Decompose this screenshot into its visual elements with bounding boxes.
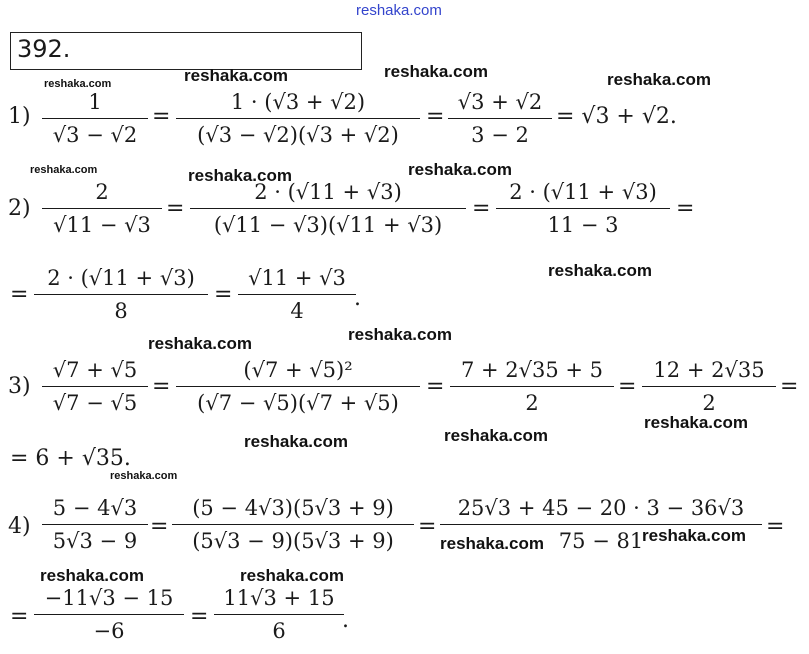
fraction-bar <box>34 294 208 295</box>
problem-number: 392. <box>17 35 71 63</box>
denominator: 2 <box>525 391 539 416</box>
p2-fraction-4 <box>34 264 208 325</box>
watermark: reshaka.com <box>384 62 488 81</box>
fraction-bar <box>176 118 420 119</box>
watermark: reshaka.com <box>440 534 544 553</box>
fraction-bar <box>238 294 356 295</box>
equals-sign: = <box>152 104 171 129</box>
equals-sign: = <box>676 196 695 221</box>
equals-sign: = <box>780 374 799 399</box>
denominator: 2 <box>702 391 716 416</box>
watermark: reshaka.com <box>40 566 144 585</box>
watermark: reshaka.com <box>408 160 512 179</box>
problem-number-box <box>10 32 362 70</box>
p3-fraction-2 <box>176 356 420 417</box>
denominator: 75 − 81 <box>558 529 644 554</box>
equals-sign: = <box>166 196 185 221</box>
fraction-bar <box>214 614 344 615</box>
watermark: reshaka.com <box>348 325 452 344</box>
p2-fraction-3 <box>496 178 670 239</box>
p3-fraction-3 <box>450 356 614 417</box>
fraction-bar <box>172 524 414 525</box>
numerator: 12 + 2√35 <box>653 358 765 382</box>
period: . <box>342 608 349 633</box>
watermark: reshaka.com <box>642 526 746 545</box>
watermark: reshaka.com <box>148 334 252 353</box>
p3-result: = 6 + √35. <box>10 446 131 471</box>
p4-fraction-5 <box>214 584 344 645</box>
watermark: reshaka.com <box>188 166 292 185</box>
denominator: 5√3 − 9 <box>52 529 138 554</box>
item-label-3: 3) <box>8 374 31 399</box>
fraction-bar <box>42 524 148 525</box>
numerator: √3 + √2 <box>457 90 543 114</box>
equals-sign: = <box>190 604 209 629</box>
equals-sign: = <box>418 514 437 539</box>
numerator: 7 + 2√35 + 5 <box>460 358 604 382</box>
p4-fraction-4 <box>34 584 184 645</box>
period: . <box>354 286 361 311</box>
equals-sign: = <box>426 374 445 399</box>
denominator: 3 − 2 <box>471 123 529 148</box>
watermark: reshaka.com <box>110 470 178 482</box>
p2-fraction-2 <box>190 178 466 239</box>
denominator: 11 − 3 <box>547 213 619 238</box>
watermark: reshaka.com <box>240 566 344 585</box>
p4-fraction-2 <box>172 494 414 555</box>
denominator: (√11 − √3)(√11 + √3) <box>213 213 443 238</box>
fraction-bar <box>42 208 162 209</box>
denominator: 4 <box>290 299 304 324</box>
p1-fraction-1 <box>42 88 148 149</box>
equals-sign: = <box>766 514 785 539</box>
denominator: (5√3 − 9)(5√3 + 9) <box>192 529 394 554</box>
p3-fraction-1 <box>42 356 148 417</box>
p4-fraction-3 <box>440 494 762 555</box>
watermark-top: reshaka.com <box>356 2 442 19</box>
equals-sign: = <box>618 374 637 399</box>
watermark: reshaka.com <box>548 261 652 280</box>
p1-fraction-3 <box>448 88 552 149</box>
equals-sign: = <box>10 282 29 307</box>
denominator: √11 − √3 <box>53 213 151 238</box>
denominator: √7 − √5 <box>52 391 138 416</box>
numerator: 2 <box>95 180 109 204</box>
numerator: 11√3 + 15 <box>223 586 335 610</box>
p1-fraction-2 <box>176 88 420 149</box>
fraction-bar <box>448 118 552 119</box>
equals-sign: = <box>150 514 169 539</box>
watermark: reshaka.com <box>44 78 112 90</box>
watermark: reshaka.com <box>607 70 711 89</box>
equals-sign: = <box>214 282 233 307</box>
numerator: 1 · (√3 + √2) <box>230 90 366 114</box>
numerator: 2 · (√11 + √3) <box>47 266 195 290</box>
watermark: reshaka.com <box>30 164 98 176</box>
fraction-bar <box>42 118 148 119</box>
denominator: −6 <box>93 619 125 644</box>
fraction-bar <box>176 386 420 387</box>
fraction-bar <box>496 208 670 209</box>
denominator: (√3 − √2)(√3 + √2) <box>197 123 399 148</box>
numerator: √7 + √5 <box>52 358 138 382</box>
numerator: (√7 + √5)² <box>243 358 353 382</box>
equals-sign: = <box>426 104 445 129</box>
p4-fraction-1 <box>42 494 148 555</box>
equals-sign: = <box>10 604 29 629</box>
denominator: (√7 − √5)(√7 + √5) <box>197 391 399 416</box>
denominator: 8 <box>114 299 128 324</box>
numerator: 2 · (√11 + √3) <box>254 180 402 204</box>
equals-sign: = <box>472 196 491 221</box>
item-label-1: 1) <box>8 104 31 129</box>
numerator: √11 + √3 <box>248 266 346 290</box>
p2-fraction-1 <box>42 178 162 239</box>
numerator: 1 <box>88 90 102 114</box>
p2-fraction-5 <box>238 264 356 325</box>
fraction-bar <box>450 386 614 387</box>
watermark: reshaka.com <box>244 432 348 451</box>
fraction-bar <box>190 208 466 209</box>
numerator: −11√3 − 15 <box>44 586 174 610</box>
fraction-bar <box>34 614 184 615</box>
equals-sign: = <box>152 374 171 399</box>
item-label-4: 4) <box>8 514 31 539</box>
fraction-bar <box>42 386 148 387</box>
watermark: reshaka.com <box>444 426 548 445</box>
numerator: 2 · (√11 + √3) <box>509 180 657 204</box>
p1-result: = √3 + √2. <box>556 104 677 129</box>
fraction-bar <box>642 386 776 387</box>
denominator: 6 <box>272 619 286 644</box>
watermark: reshaka.com <box>644 413 748 432</box>
numerator: (5 − 4√3)(5√3 + 9) <box>192 496 394 520</box>
denominator: √3 − √2 <box>52 123 138 148</box>
p3-fraction-4 <box>642 356 776 417</box>
fraction-bar <box>440 524 762 525</box>
numerator: 25√3 + 45 − 20 · 3 − 36√3 <box>457 496 745 520</box>
numerator: 5 − 4√3 <box>52 496 138 520</box>
watermark: reshaka.com <box>184 66 288 85</box>
item-label-2: 2) <box>8 196 31 221</box>
